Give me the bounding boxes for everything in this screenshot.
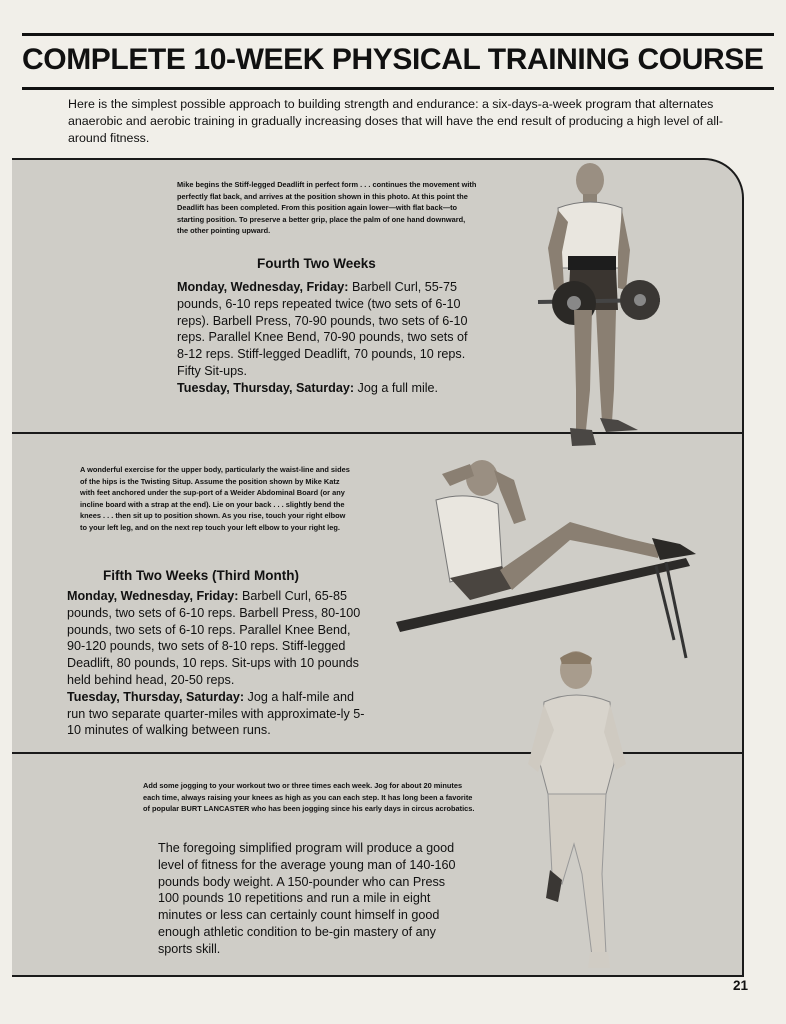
- section-heading-fifth-two-weeks: Fifth Two Weeks (Third Month): [103, 568, 299, 583]
- page-number: 21: [733, 978, 749, 993]
- deadlift-photo: [530, 160, 670, 450]
- closing-paragraph: The foregoing simplified program will produce a good level of fitness for the average young man of 140-160 pounds body weight. A 150-pounder who can Press 100 pounds 10 repetitions and run a mile in eight minutes or less can certainly count himself in good enough athletic condition to be-gin mastery of any sports skill.: [158, 841, 456, 956]
- title-top-rule: [22, 33, 774, 36]
- days-text: Jog a full mile.: [354, 380, 439, 395]
- days-text: Barbell Curl, 65-85 pounds, two sets of 6-10 reps. Barbell Press, 80-100 pounds, two sets of 6-10 reps. Parallel Knee Bend, 90-120 pounds, two sets of 8-10 reps. Stiff-legged Deadlift, 80 pounds, 10 reps. Sit-ups with 10 pounds held behind head, 20-50 reps.: [67, 589, 361, 687]
- days-label: Monday, Wednesday, Friday:: [177, 280, 349, 294]
- days-label: Monday, Wednesday, Friday:: [67, 589, 239, 603]
- days-label: Tuesday, Thursday, Saturday:: [67, 689, 245, 704]
- days-label: Tuesday, Thursday, Saturday:: [177, 380, 355, 395]
- jogging-photo-caption: Add some jogging to your workout two or three times each week. Jog for about 20 minutes each time, always raising your knees as high as you can each step. It has long been a favorite of popular BURT LANCASTER who has been jogging since his early days in circus acrobatics.: [143, 781, 475, 814]
- days-text: Barbell Curl, 55-75 pounds, 6-10 reps repeated twice (two sets of 6-10 reps). Barbell Press, 70-90 pounds, two sets of 6-10 reps. Parallel Knee Bend, 70-90 pounds, two sets of 8-12 reps. Stiff-legged Deadlift, 70 pounds, 10 reps. Fifty Sit-ups.: [177, 280, 468, 378]
- deadlift-photo-caption: Mike begins the Stiff-legged Deadlift in perfect form . . . continues the movement with perfectly flat back, and arrives at the position shown in this photo. At this point the Deadlift has been completed. From this position again lower—with flat back—to starting position. To preserve a better grip, place the palm of one hand downward, the other pointing upward.: [177, 180, 477, 236]
- situp-photo-caption: A wonderful exercise for the upper body, particularly the waist-line and sides of the hips is the Twisting Situp. Assume the position shown by Mike Katz with feet anchored under the sup-port of a Weider Abdominal Board (or any incline board with a strap at the end). Lie on your back . . . slightly bend the knees . . . then sit up to position shown. As you rise, touch your right elbow to your left leg, and on the next rep touch your left elbow to your right leg.: [80, 465, 350, 532]
- section-body-fifth-two-weeks: [67, 588, 367, 739]
- title-bottom-rule: [22, 87, 774, 90]
- days-text: Jog a half-mile and run two separate quarter-miles with approximate-ly 5-10 minutes of walking between runs.: [67, 689, 365, 738]
- section-heading-fourth-two-weeks: Fourth Two Weeks: [257, 256, 376, 271]
- page-title: COMPLETE 10-WEEK PHYSICAL TRAINING COURSE: [22, 43, 764, 76]
- intro-paragraph: Here is the simplest possible approach to building strength and endurance: a six-days-a-week program that alternates anaerobic and aerobic training in gradually increasing doses that will have the end result of producing a high level of all-around fitness.: [68, 97, 724, 145]
- jogging-photo: [518, 644, 638, 972]
- section-body-fourth-two-weeks: [177, 279, 477, 397]
- twisting-situp-photo: [390, 450, 710, 665]
